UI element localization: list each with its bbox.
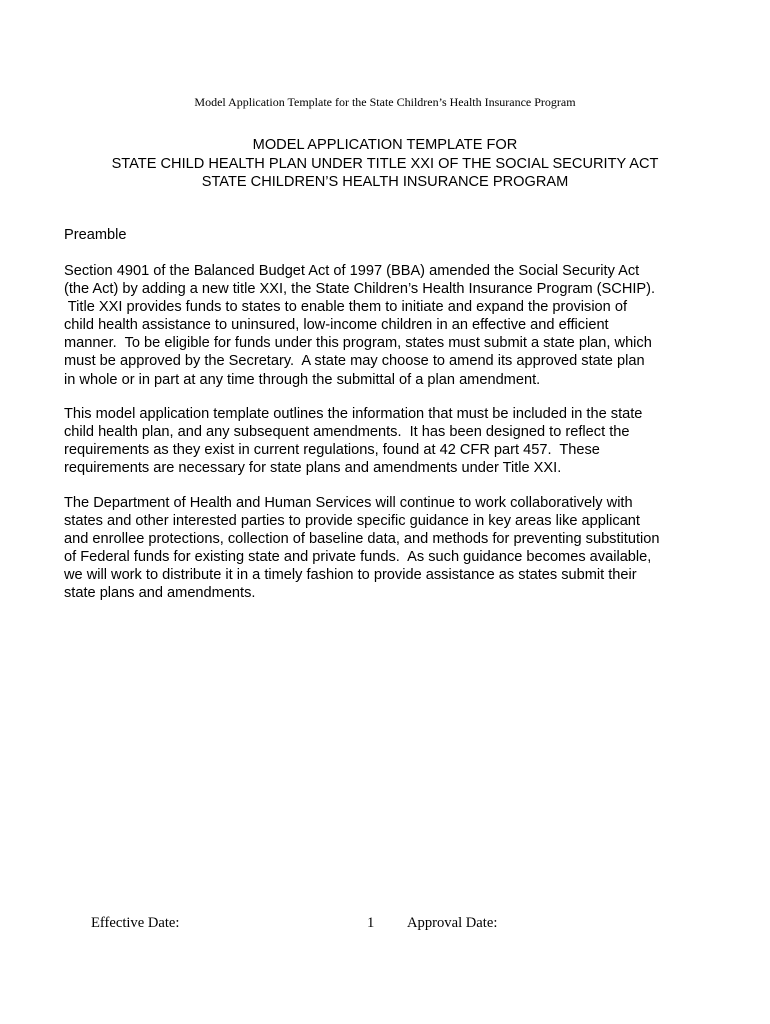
running-header: Model Application Template for the State Children’s Health Insurance Program — [194, 95, 576, 109]
text-line: in whole or in part at any time through the submittal of a plan amendment. — [64, 371, 541, 388]
text-line: must be approved by the Secretary. A state may choose to amend its approved state plan — [64, 353, 645, 370]
text-line: Title XXI provides funds to states to enable them to initiate and expand the provision of — [64, 299, 628, 316]
text-line: (the Act) by adding a new title XXI, the State Children’s Health Insurance Program (SCHIP). — [64, 281, 656, 298]
text-line: of Federal funds for existing state and private funds. As such guidance becomes available, — [64, 549, 652, 566]
preamble-paragraph — [64, 262, 724, 389]
page-number: 1 — [367, 915, 375, 931]
text-line: The Department of Health and Human Services will continue to work collaboratively with — [64, 495, 633, 511]
approval-date-label: Approval Date: — [407, 915, 498, 931]
text-line: we will work to distribute it in a timely fashion to provide assistance as states submit their — [64, 567, 637, 584]
preamble-heading: Preamble — [64, 227, 127, 243]
text-line: child health plan, and any subsequent amendments. It has been designed to reflect the — [64, 424, 630, 441]
title-line: MODEL APPLICATION TEMPLATE FOR — [252, 137, 518, 153]
text-line: requirements as they exist in current regulations, found at 42 CFR part 457. These — [64, 442, 600, 459]
text-line: state plans and amendments. — [64, 585, 256, 602]
text-line: manner. To be eligible for funds under this program, states must submit a state plan, which — [64, 335, 652, 352]
text-line: requirements are necessary for state plans and amendments under Title XXI. — [64, 460, 562, 477]
text-line: child health assistance to uninsured, low-income children in an effective and efficient — [64, 317, 609, 334]
text-line: states and other interested parties to provide specific guidance in key areas like applicant — [64, 513, 640, 530]
document-title — [0, 136, 770, 192]
preamble-paragraph — [64, 405, 724, 477]
title-line: STATE CHILDREN’S HEALTH INSURANCE PROGRAM — [201, 174, 569, 191]
effective-date-label: Effective Date: — [91, 915, 180, 931]
title-line: STATE CHILD HEALTH PLAN UNDER TITLE XXI OF THE SOCIAL SECURITY ACT — [111, 155, 659, 172]
text-line: Section 4901 of the Balanced Budget Act of 1997 (BBA) amended the Social Security Act — [64, 263, 640, 279]
text-line: and enrollee protections, collection of baseline data, and methods for preventing substitution — [64, 531, 660, 548]
preamble-paragraph — [64, 494, 724, 603]
text-line: This model application template outlines the information that must be included in the state — [64, 406, 643, 422]
